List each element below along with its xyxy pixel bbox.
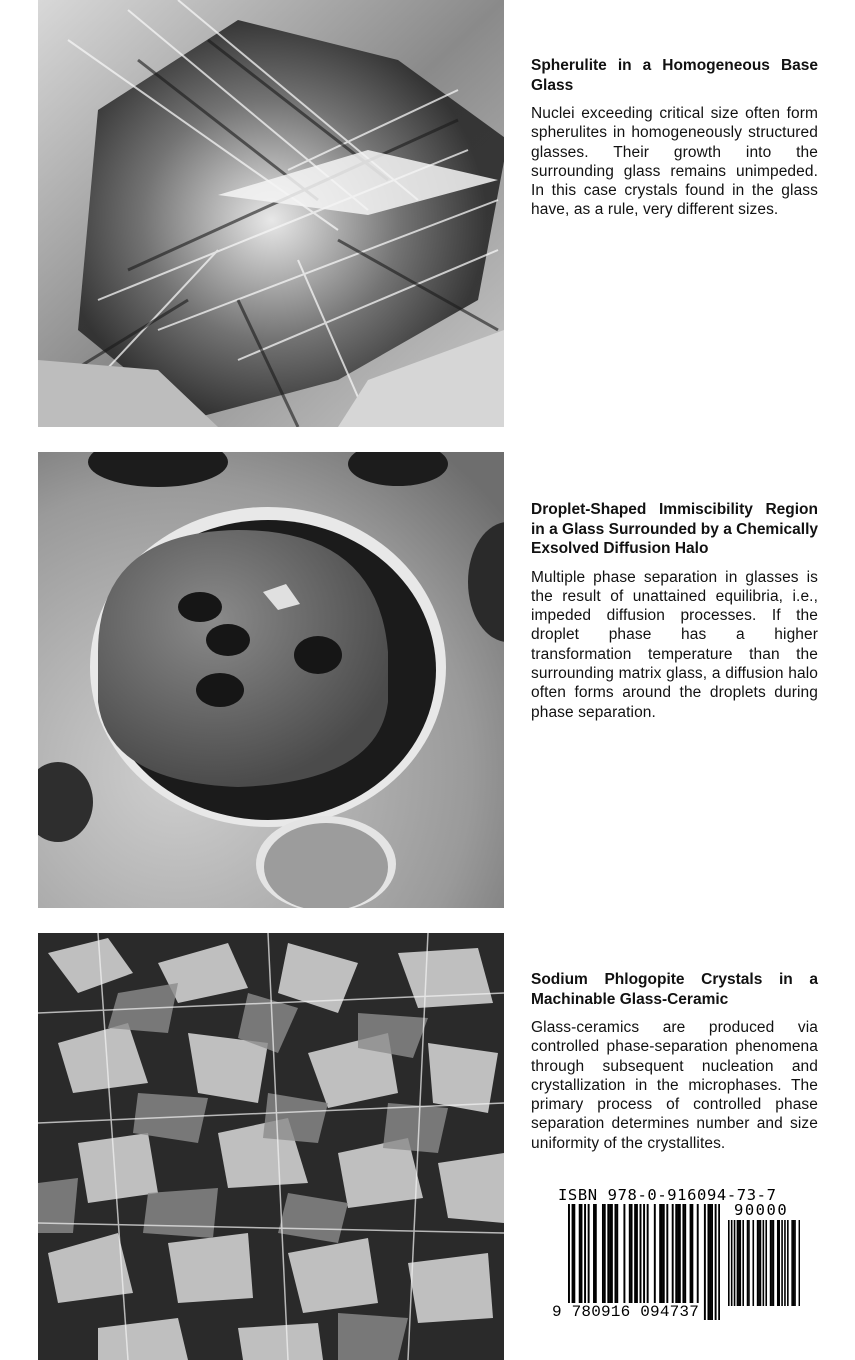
droplet-photo bbox=[38, 452, 504, 908]
barcode-bar bbox=[765, 1220, 767, 1306]
barcode-bar bbox=[752, 1220, 754, 1306]
caption-droplet bbox=[531, 500, 818, 722]
caption-phlogopite bbox=[531, 970, 818, 1153]
addon-barcode-bars bbox=[728, 1220, 800, 1306]
barcode-bar bbox=[771, 1220, 773, 1306]
barcode-bar bbox=[787, 1220, 789, 1306]
barcode-bar bbox=[794, 1220, 796, 1306]
caption-spherulite bbox=[531, 56, 818, 220]
barcode-bar bbox=[763, 1220, 765, 1306]
barcode-bar bbox=[709, 1204, 711, 1320]
barcode-bar bbox=[728, 1220, 730, 1306]
spherulite-photo bbox=[38, 0, 504, 427]
caption-title: Spherulite in a Homogeneous Base Glass bbox=[531, 57, 818, 94]
caption-body: Multiple phase separation in glasses is the result of unattained equilibria, i.e., impeded diffusion processes. If the droplet phase has a higher transformation temperature than the surrounding matrix glass, a diffusion halo often forms around the droplets during phase separation. bbox=[531, 568, 818, 721]
barcode-bar bbox=[718, 1204, 720, 1320]
barcode-bar bbox=[748, 1220, 750, 1306]
caption-title: Droplet-Shaped Immiscibility Region in a Glass Surrounded by a Chemically Exsolved Diffusion Halo bbox=[531, 501, 818, 557]
barcode-bar bbox=[777, 1220, 779, 1306]
barcode-bar bbox=[707, 1204, 709, 1320]
isbn-number: ISBN 978-0-916094-73-7 bbox=[558, 1186, 777, 1204]
barcode-bar bbox=[791, 1220, 793, 1306]
barcode-bar bbox=[781, 1220, 783, 1306]
barcode-bar bbox=[740, 1220, 742, 1306]
caption-body: Nuclei exceeding critical size often form spherulites in homogeneously structured glasses. Their growth into the surrounding glass remains unimpeded. In this case crystals found in the glass have, as a rule, very different sizes. bbox=[531, 105, 818, 219]
barcode-bar bbox=[758, 1220, 760, 1306]
barcode-bar bbox=[738, 1220, 740, 1306]
barcode-bar bbox=[715, 1204, 717, 1320]
barcode-bar bbox=[799, 1220, 800, 1306]
barcode-bar bbox=[742, 1220, 744, 1306]
barcode-bar bbox=[793, 1220, 795, 1306]
barcode-bar bbox=[773, 1220, 775, 1306]
barcode-bar bbox=[757, 1220, 759, 1306]
barcode-bar bbox=[747, 1220, 749, 1306]
barcode-bar bbox=[784, 1220, 786, 1306]
barcode-bar bbox=[704, 1204, 706, 1320]
ean-digits: 9 780916 094737 bbox=[552, 1303, 700, 1321]
barcode-bar bbox=[770, 1220, 772, 1306]
isbn-barcode bbox=[550, 1186, 810, 1326]
barcode-bar bbox=[760, 1220, 762, 1306]
price-code: 90000 bbox=[734, 1201, 789, 1219]
barcode-bar bbox=[778, 1220, 780, 1306]
barcode-bar bbox=[711, 1204, 713, 1320]
barcode-bar bbox=[731, 1220, 733, 1306]
barcode-bar bbox=[734, 1220, 736, 1306]
phlogopite-photo bbox=[38, 933, 504, 1360]
barcode-bar bbox=[737, 1220, 739, 1306]
caption-body: Glass-ceramics are produced via controlled phase-separation phenomena through subsequent nucleation and crystallization in the microphases. The primary process of controlled phase separation determines number and size uniformity of the crystallites. bbox=[531, 1019, 818, 1152]
caption-title: Sodium Phlogopite Crystals in a Machinable Glass-Ceramic bbox=[531, 971, 818, 1008]
